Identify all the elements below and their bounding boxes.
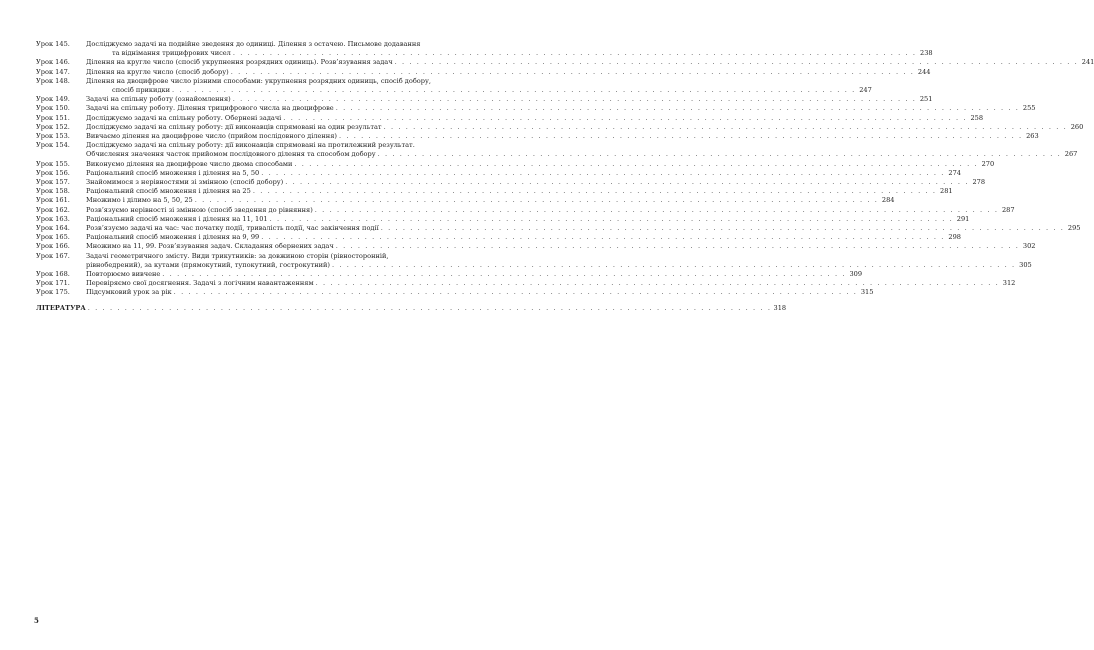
page-ref: 247 — [859, 86, 872, 95]
toc-entry — [36, 40, 933, 58]
lesson-title-line: Досліджуємо задачі на подвійне зведення до одиниці. Ділення з остачею. Письмове додавання — [86, 40, 421, 48]
lesson-number: Урок 150. — [36, 104, 70, 113]
lesson-number: Урок 154. — [36, 141, 70, 150]
lesson-number: Урок 165. — [36, 233, 70, 242]
lesson-title — [86, 215, 969, 224]
lesson-title — [86, 77, 872, 95]
dot-leader: . . . . . . . . . . . . . . . . . . . . . . . . . . . . . . . . . . . . . . . . . . . . . . . . . . . . . . . . . . . . . . . . . . . . . . . . . . . . . . . . . . . . . . . . . . . . . — [331, 260, 1016, 269]
lesson-number: Урок 164. — [36, 224, 70, 233]
toc-entry — [36, 159, 995, 169]
toc-entry — [36, 251, 1032, 270]
toc-entry — [36, 104, 1036, 113]
dot-leader: . . . . . . . . . . . . . . . . . . . . . . . . . . . . . . . . . . . . . . . . . . . . . . . . . . . . . . . . . . . . . . . . . . . . . . . . . . . . . . . . . . . . . . . . . . . . . — [380, 224, 1065, 233]
lesson-title — [86, 114, 983, 123]
page-ref: 244 — [917, 67, 931, 76]
lesson-title-line: Множимо і ділимо на 5, 50, 25 — [86, 196, 193, 205]
dot-leader: . . . . . . . . . . . . . . . . . . . . . . . . . . . . . . . . . . . . . . . . . . . . . . . . . . . . . . . . . . . . . . . . . . . . . . . . . . . . . . . . . . . . . . . . . . . . . — [314, 205, 999, 214]
lesson-title-line: Раціональний спосіб множення і ділення на 9, 99 — [86, 233, 260, 242]
page-ref: 315 — [860, 288, 874, 297]
toc-entry — [36, 288, 874, 297]
lesson-title-line: спосіб прикидки — [112, 86, 171, 95]
page-ref: 241 — [1081, 58, 1094, 67]
lesson-number: Урок 167. — [36, 251, 70, 260]
dot-leader: . . . . . . . . . . . . . . . . . . . . . . . . . . . . . . . . . . . . . . . . . . . . . . . . . . . . . . . . . . . . . . . . . . . . . . . . . . . . . . . . . . . . . . . . . . . . . — [269, 214, 954, 223]
toc-entry — [36, 76, 872, 95]
toc-entry — [36, 205, 1015, 215]
toc-entry — [36, 242, 1036, 251]
lesson-title-line: Задачі геометричного змісту. Види трикутників: за довжиною сторін (рівносторонній, — [86, 251, 389, 260]
lesson-title — [86, 95, 932, 104]
lesson-title-line: Ділення на двоцифрове число різними способами: укрупнення розрядних одиниць, спосіб добору, — [86, 76, 431, 85]
dot-leader: . . . . . . . . . . . . . . . . . . . . . . . . . . . . . . . . . . . . . . . . . . . . . . . . . . . . . . . . . . . . . . . . . . . . . . . . . . . . . . . . . . . . . . . . . . . . . — [335, 104, 1020, 113]
dot-leader: . . . . . . . . . . . . . . . . . . . . . . . . . . . . . . . . . . . . . . . . . . . . . . . . . . . . . . . . . . . . . . . . . . . . . . . . . . . . . . . . . . . . . . . . . . . . . — [87, 303, 772, 312]
dot-leader: . . . . . . . . . . . . . . . . . . . . . . . . . . . . . . . . . . . . . . . . . . . . . . . . . . . . . . . . . . . . . . . . . . . . . . . . . . . . . . . . . . . . . . . . . . . . . — [285, 178, 970, 187]
dot-leader: . . . . . . . . . . . . . . . . . . . . . . . . . . . . . . . . . . . . . . . . . . . . . . . . . . . . . . . . . . . . . . . . . . . . . . . . . . . . . . . . . . . . . . . . . . . . . — [338, 132, 1023, 141]
lesson-number: Урок 145. — [36, 40, 70, 48]
lesson-title — [86, 279, 1015, 288]
dot-leader: . . . . . . . . . . . . . . . . . . . . . . . . . . . . . . . . . . . . . . . . . . . . . . . . . . . . . . . . . . . . . . . . . . . . . . . . . . . . . . . . . . . . . . . . . . . . . — [173, 288, 858, 297]
lesson-number: Урок 168. — [36, 270, 70, 279]
lesson-title-line: Перевіряємо свої досягнення. Задачі з логічним навантаженням — [86, 279, 314, 288]
page-ref: 302 — [1022, 242, 1036, 251]
toc-entry — [36, 113, 984, 123]
lesson-title — [86, 233, 961, 242]
lesson-title-line: Обчислення значення часток прийомом послідовного ділення та способом добору — [86, 150, 376, 159]
lesson-title — [86, 270, 862, 279]
toc-entry — [36, 279, 1016, 288]
lesson-number: Урок 171. — [36, 279, 70, 288]
lesson-number: Урок 162. — [36, 205, 70, 214]
lesson-title — [86, 206, 1015, 215]
lesson-title-line: та віднімання трицифрових чисел — [112, 49, 231, 58]
toc-entry — [36, 196, 895, 205]
page-ref: 263 — [1026, 132, 1039, 141]
lesson-title — [86, 160, 994, 169]
literature-label: ЛІТЕРАТУРА — [36, 303, 86, 312]
lesson-title — [86, 141, 1077, 159]
lesson-number: Урок 151. — [36, 113, 70, 122]
lesson-title — [86, 288, 873, 297]
lesson-title-line: Досліджуємо задачі на спільну роботу: дії виконавців спрямовані на протилежний результат. — [86, 141, 415, 150]
lesson-title-line: Множимо на 11, 99. Розв’язування задач. Складання обернених задач — [86, 242, 334, 251]
lesson-title — [86, 187, 953, 196]
lesson-number: Урок 147. — [36, 67, 70, 76]
page-ref: 291 — [956, 214, 970, 223]
lesson-title-line: Ділення на кругле число (спосіб укрупнення розрядних одиниць). Розв’язування задач — [86, 58, 393, 67]
dot-leader: . . . . . . . . . . . . . . . . . . . . . . . . . . . . . . . . . . . . . . . . . . . . . . . . . . . . . . . . . . . . . . . . . . . . . . . . . . . . . . . . . . . . . . . . . . . . . — [194, 196, 879, 205]
lesson-number: Урок 157. — [36, 178, 70, 187]
lesson-title-line: Вивчаємо ділення на двоцифрове число (прийом послідовного ділення) — [86, 132, 337, 141]
dot-leader: . . . . . . . . . . . . . . . . . . . . . . . . . . . . . . . . . . . . . . . . . . . . . . . . . . . . . . . . . . . . . . . . . . . . . . . . . . . . . . . . . . . . . . . . . . . . . — [261, 233, 945, 242]
toc-entry — [36, 141, 1078, 159]
toc-entry — [36, 224, 1081, 233]
dot-leader: . . . . . . . . . . . . . . . . . . . . . . . . . . . . . . . . . . . . . . . . . . . . . . . . . . . . . . . . . . . . . . . . . . . . . . . . . . . . . . . . . . . . . . . . . . . . . — [261, 168, 945, 177]
dot-leader: . . . . . . . . . . . . . . . . . . . . . . . . . . . . . . . . . . . . . . . . . . . . . . . . . . . . . . . . . . . . . . . . . . . . . . . . . . . . . . . . . . . . . . . . . . . . . — [232, 95, 917, 104]
lesson-title-line: Знайомимося з нерівностями зі змінною (спосіб добору) — [86, 178, 284, 187]
dot-leader: . . . . . . . . . . . . . . . . . . . . . . . . . . . . . . . . . . . . . . . . . . . . . . . . . . . . . . . . . . . . . . . . . . . . . . . . . . . . . . . . . . . . . . . . . . . . . — [232, 49, 917, 58]
lesson-title — [86, 178, 985, 187]
dot-leader: . . . . . . . . . . . . . . . . . . . . . . . . . . . . . . . . . . . . . . . . . . . . . . . . . . . . . . . . . . . . . . . . . . . . . . . . . . . . . . . . . . . . . . . . . . . . . — [252, 187, 937, 196]
lesson-number: Урок 163. — [36, 214, 70, 223]
toc-entry — [36, 132, 1039, 141]
page-number: 5 — [34, 616, 39, 625]
dot-leader: . . . . . . . . . . . . . . . . . . . . . . . . . . . . . . . . . . . . . . . . . . . . . . . . . . . . . . . . . . . . . . . . . . . . . . . . . . . . . . . . . . . . . . . . . . . . . — [294, 159, 979, 168]
toc-entry — [36, 67, 931, 77]
toc-entry — [36, 233, 961, 242]
lesson-number: Урок 175. — [36, 288, 70, 297]
lesson-title-line: Раціональний спосіб множення і ділення на 11, 101 — [86, 214, 268, 223]
lesson-number: Урок 155. — [36, 159, 70, 168]
page-ref: 281 — [940, 187, 953, 196]
toc-entry — [36, 58, 1094, 67]
toc-entry — [36, 178, 986, 187]
page-ref: 267 — [1064, 150, 1078, 159]
lesson-title — [86, 224, 1080, 233]
lesson-number: Урок 149. — [36, 95, 70, 104]
toc-entry — [36, 95, 933, 104]
page-ref: 287 — [1001, 205, 1015, 214]
lesson-number: Урок 161. — [36, 196, 70, 205]
lesson-title — [86, 242, 1036, 251]
lesson-title — [86, 68, 931, 77]
lesson-title — [86, 169, 961, 178]
lesson-title-line: Задачі на спільну роботу (ознайомлення) — [86, 95, 231, 104]
lesson-title-line: Підсумковий урок за рік — [86, 288, 172, 297]
toc-entry — [36, 187, 953, 196]
lesson-title — [86, 40, 933, 58]
toc-entry — [36, 270, 863, 279]
page-ref: 270 — [981, 159, 995, 168]
page-ref: 318 — [773, 303, 787, 312]
dot-leader: . . . . . . . . . . . . . . . . . . . . . . . . . . . . . . . . . . . . . . . . . . . . . . . . . . . . . . . . . . . . . . . . . . . . . . . . . . . . . . . . . . . . . . . . . . . . . — [172, 86, 856, 95]
page-ref: 251 — [919, 95, 933, 104]
lesson-number: Урок 156. — [36, 168, 70, 177]
lesson-title-line: Виконуємо ділення на двоцифрове число двома способами — [86, 159, 293, 168]
lesson-title-line: Задачі на спільну роботу. Ділення трицифрового числа на двоцифрове — [86, 104, 334, 113]
lesson-title-line: Ділення на кругле число (спосіб добору) — [86, 67, 229, 76]
toc-entry — [36, 214, 970, 224]
dot-leader: . . . . . . . . . . . . . . . . . . . . . . . . . . . . . . . . . . . . . . . . . . . . . . . . . . . . . . . . . . . . . . . . . . . . . . . . . . . . . . . . . . . . . . . . . . . . . — [335, 242, 1020, 251]
lesson-title — [86, 58, 1094, 67]
lesson-title-line: Раціональний спосіб множення і ділення на 5, 50 — [86, 168, 260, 177]
lesson-number: Урок 166. — [36, 242, 70, 251]
dot-leader: . . . . . . . . . . . . . . . . . . . . . . . . . . . . . . . . . . . . . . . . . . . . . . . . . . . . . . . . . . . . . . . . . . . . . . . . . . . . . . . . . . . . . . . . . . . . . — [162, 270, 847, 279]
lesson-title — [86, 123, 1083, 132]
lesson-title-line: Досліджуємо задачі на спільну роботу. Обернені задачі — [86, 113, 282, 122]
page-ref: 309 — [849, 270, 863, 279]
lesson-title — [86, 196, 894, 205]
lesson-title — [86, 252, 1032, 270]
lesson-number: Урок 148. — [36, 76, 70, 85]
page-ref: 255 — [1022, 104, 1036, 113]
dot-leader: . . . . . . . . . . . . . . . . . . . . . . . . . . . . . . . . . . . . . . . . . . . . . . . . . . . . . . . . . . . . . . . . . . . . . . . . . . . . . . . . . . . . . . . . . . . . . — [230, 67, 915, 76]
page-ref: 312 — [1002, 279, 1016, 288]
literature-entry — [36, 303, 787, 313]
toc-entry — [36, 122, 1084, 132]
table-of-contents — [36, 40, 1094, 313]
page-ref: 284 — [881, 196, 895, 205]
lesson-title-line: Повторюємо вивчене — [86, 270, 161, 279]
lesson-title-line: Розв’язуємо нерівності зі змінною (спосіб зведення до рівняння) — [86, 205, 313, 214]
page-ref: 298 — [948, 233, 961, 242]
dot-leader: . . . . . . . . . . . . . . . . . . . . . . . . . . . . . . . . . . . . . . . . . . . . . . . . . . . . . . . . . . . . . . . . . . . . . . . . . . . . . . . . . . . . . . . . . . . . . — [283, 113, 968, 122]
page-ref: 305 — [1019, 260, 1032, 269]
page-ref: 295 — [1067, 224, 1081, 233]
lesson-title-line: Розв’язуємо задачі на час: час початку події, тривалість події, час закінчення події — [86, 224, 379, 233]
page-ref: 278 — [972, 178, 986, 187]
lesson-number: Урок 146. — [36, 58, 70, 67]
dot-leader: . . . . . . . . . . . . . . . . . . . . . . . . . . . . . . . . . . . . . . . . . . . . . . . . . . . . . . . . . . . . . . . . . . . . . . . . . . . . . . . . . . . . . . . . . . . . . — [315, 279, 1000, 288]
lesson-title-line: рівнобедрений), за кутами (прямокутний, тупокутний, гострокутний) — [86, 260, 330, 269]
page-ref: 260 — [1070, 122, 1084, 131]
lesson-number: Урок 158. — [36, 187, 70, 196]
lesson-number: Урок 153. — [36, 132, 70, 141]
dot-leader: . . . . . . . . . . . . . . . . . . . . . . . . . . . . . . . . . . . . . . . . . . . . . . . . . . . . . . . . . . . . . . . . . . . . . . . . . . . . . . . . . . . . . . . . . . . . . — [394, 58, 1079, 67]
dot-leader: . . . . . . . . . . . . . . . . . . . . . . . . . . . . . . . . . . . . . . . . . . . . . . . . . . . . . . . . . . . . . . . . . . . . . . . . . . . . . . . . . . . . . . . . . . . . . — [383, 122, 1068, 131]
page-ref: 238 — [920, 49, 933, 58]
lesson-title — [86, 104, 1035, 113]
page-ref: 274 — [948, 168, 961, 177]
lesson-number: Урок 152. — [36, 122, 70, 131]
lesson-title-line: Досліджуємо задачі на спільну роботу: дії виконавців спрямовані на один результат — [86, 122, 382, 131]
page-ref: 258 — [970, 113, 984, 122]
toc-entry — [36, 168, 961, 178]
lesson-title — [86, 132, 1039, 141]
dot-leader: . . . . . . . . . . . . . . . . . . . . . . . . . . . . . . . . . . . . . . . . . . . . . . . . . . . . . . . . . . . . . . . . . . . . . . . . . . . . . . . . . . . . . . . . . . . . . — [377, 150, 1062, 159]
lesson-title-line: Раціональний спосіб множення і ділення на 25 — [86, 187, 251, 196]
